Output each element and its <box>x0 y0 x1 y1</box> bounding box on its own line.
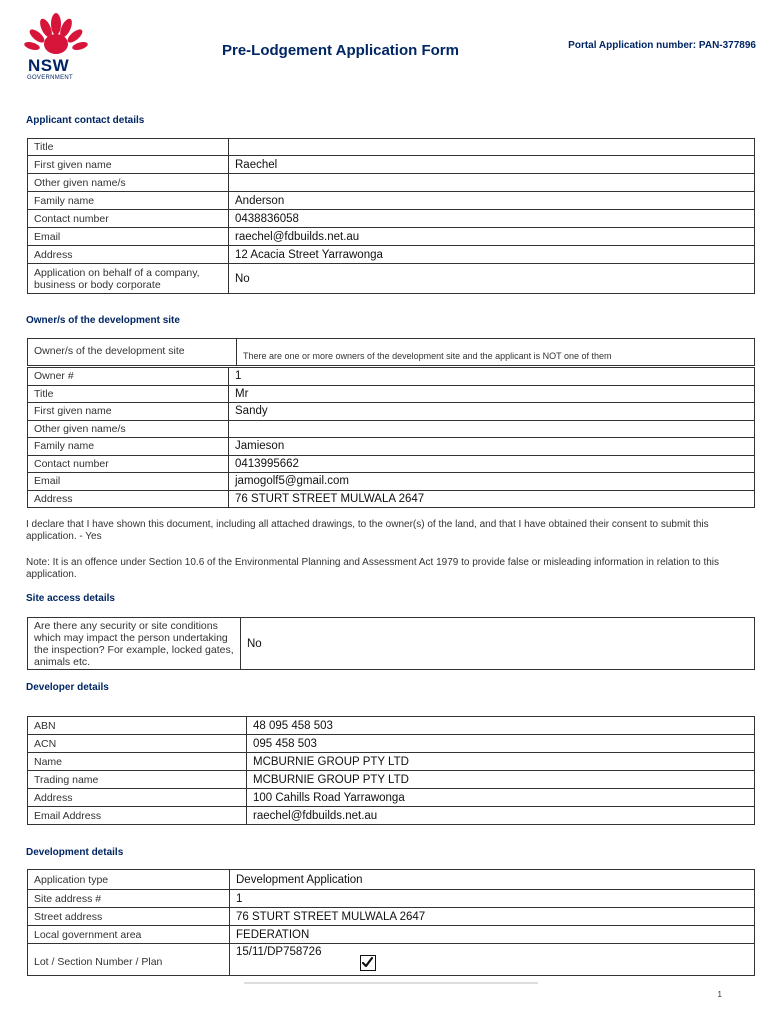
field-value: 100 Cahills Road Yarrawonga <box>247 789 755 807</box>
field-label: Street address <box>28 908 230 926</box>
field-label: Are there any security or site conditions which may impact the person undertaking the inspection? For example, locked gates, animals etc. <box>28 618 241 670</box>
field-label: First given name <box>28 403 229 421</box>
applicant-table <box>27 138 755 294</box>
field-label: Application type <box>28 870 230 890</box>
section-title-owners: Owner/s of the development site <box>26 315 180 326</box>
table-row <box>28 246 755 264</box>
field-label: Address <box>28 789 247 807</box>
field-label: First given name <box>28 156 229 174</box>
field-value: Mr <box>229 385 755 403</box>
field-value: Anderson <box>229 192 755 210</box>
field-label: Address <box>28 490 229 508</box>
offence-note: Note: It is an offence under Section 10.6 of the Environmental Planning and Assessment Act 1979 to provide false or misleading information in relation to this application. <box>26 557 720 580</box>
table-row <box>28 385 755 403</box>
table-row <box>28 618 755 670</box>
field-label: Name <box>28 753 247 771</box>
field-label: ABN <box>28 717 247 735</box>
field-label: Other given name/s <box>28 420 229 438</box>
field-label: Contact number <box>28 210 229 228</box>
page-title: Pre-Lodgement Application Form <box>222 42 459 59</box>
table-row <box>28 870 755 890</box>
table-row <box>28 926 755 944</box>
section-title-development: Development details <box>26 847 124 858</box>
table-row <box>28 908 755 926</box>
table-row <box>28 228 755 246</box>
checkbox[interactable] <box>360 955 376 971</box>
field-value: 48 095 458 503 <box>247 717 755 735</box>
section-title-site-access: Site access details <box>26 593 115 604</box>
table-row <box>28 210 755 228</box>
field-value: jamogolf5@gmail.com <box>229 473 755 491</box>
field-label: Owner/s of the development site <box>28 339 237 366</box>
field-label: Other given name/s <box>28 174 229 192</box>
owner-consent-declaration: I declare that I have shown this document, including all attached drawings, to the owner(s) of the land, and that I have obtained their consent to submit this application. - Yes <box>26 519 709 542</box>
table-row <box>28 420 755 438</box>
table-row <box>28 717 755 735</box>
field-value: 1 <box>230 890 755 908</box>
field-value <box>229 420 755 438</box>
field-value: raechel@fdbuilds.net.au <box>229 228 755 246</box>
logo-government-text: GOVERNMENT <box>27 75 74 81</box>
table-row <box>28 944 755 976</box>
field-label: Application on behalf of a company, business or body corporate <box>28 264 229 294</box>
footer-divider <box>244 982 538 984</box>
field-value: 12 Acacia Street Yarrawonga <box>229 246 755 264</box>
site-access-table <box>27 617 755 670</box>
table-row <box>28 490 755 508</box>
page-number: 1 <box>717 990 722 999</box>
table-row <box>28 789 755 807</box>
waratah-icon <box>24 12 88 58</box>
field-label: Title <box>28 385 229 403</box>
table-row <box>28 156 755 174</box>
nsw-government-logo <box>24 12 88 84</box>
field-label: Contact number <box>28 455 229 473</box>
developer-table <box>27 716 755 825</box>
field-value: Jamieson <box>229 438 755 456</box>
owners-summary-table <box>27 338 755 366</box>
table-row <box>28 139 755 156</box>
field-value: 76 STURT STREET MULWALA 2647 <box>229 490 755 508</box>
field-label: ACN <box>28 735 247 753</box>
field-value: 15/11/DP758726 <box>230 944 755 976</box>
field-value: MCBURNIE GROUP PTY LTD <box>247 771 755 789</box>
table-row <box>28 807 755 825</box>
field-value: There are one or more owners of the development site and the applicant is NOT one of them <box>237 339 755 366</box>
field-value: No <box>241 618 755 670</box>
field-value: 1 <box>229 368 755 386</box>
table-row <box>28 403 755 421</box>
field-value <box>229 139 755 156</box>
table-row <box>28 438 755 456</box>
field-label: Lot / Section Number / Plan <box>28 944 230 976</box>
field-value: Raechel <box>229 156 755 174</box>
field-label: Email Address <box>28 807 247 825</box>
table-row <box>28 368 755 386</box>
table-row <box>28 771 755 789</box>
owner-details-table <box>27 367 755 508</box>
field-label: Email <box>28 473 229 491</box>
section-title-applicant: Applicant contact details <box>26 115 145 126</box>
table-row <box>28 735 755 753</box>
field-label: Owner # <box>28 368 229 386</box>
table-row <box>28 890 755 908</box>
field-label: Site address # <box>28 890 230 908</box>
table-row <box>28 339 755 366</box>
table-row <box>28 192 755 210</box>
field-value: 76 STURT STREET MULWALA 2647 <box>230 908 755 926</box>
table-row <box>28 264 755 294</box>
field-value: Sandy <box>229 403 755 421</box>
field-label: Address <box>28 246 229 264</box>
field-value: 0413995662 <box>229 455 755 473</box>
field-label: Email <box>28 228 229 246</box>
checkmark-icon <box>361 956 374 969</box>
logo-nsw-text: NSW <box>28 56 70 75</box>
field-value: raechel@fdbuilds.net.au <box>247 807 755 825</box>
table-row <box>28 473 755 491</box>
table-row <box>28 174 755 192</box>
table-row <box>28 455 755 473</box>
portal-application-number: Portal Application number: PAN-377896 <box>568 40 756 51</box>
field-label: Trading name <box>28 771 247 789</box>
field-value: No <box>229 264 755 294</box>
field-label: Local government area <box>28 926 230 944</box>
field-value: Development Application <box>230 870 755 890</box>
field-label: Family name <box>28 438 229 456</box>
field-value: FEDERATION <box>230 926 755 944</box>
table-row <box>28 753 755 771</box>
field-value: 0438836058 <box>229 210 755 228</box>
field-value: MCBURNIE GROUP PTY LTD <box>247 753 755 771</box>
section-title-developer: Developer details <box>26 682 109 693</box>
development-table <box>27 869 755 976</box>
field-value <box>229 174 755 192</box>
field-value: 095 458 503 <box>247 735 755 753</box>
field-label: Title <box>28 139 229 156</box>
field-label: Family name <box>28 192 229 210</box>
